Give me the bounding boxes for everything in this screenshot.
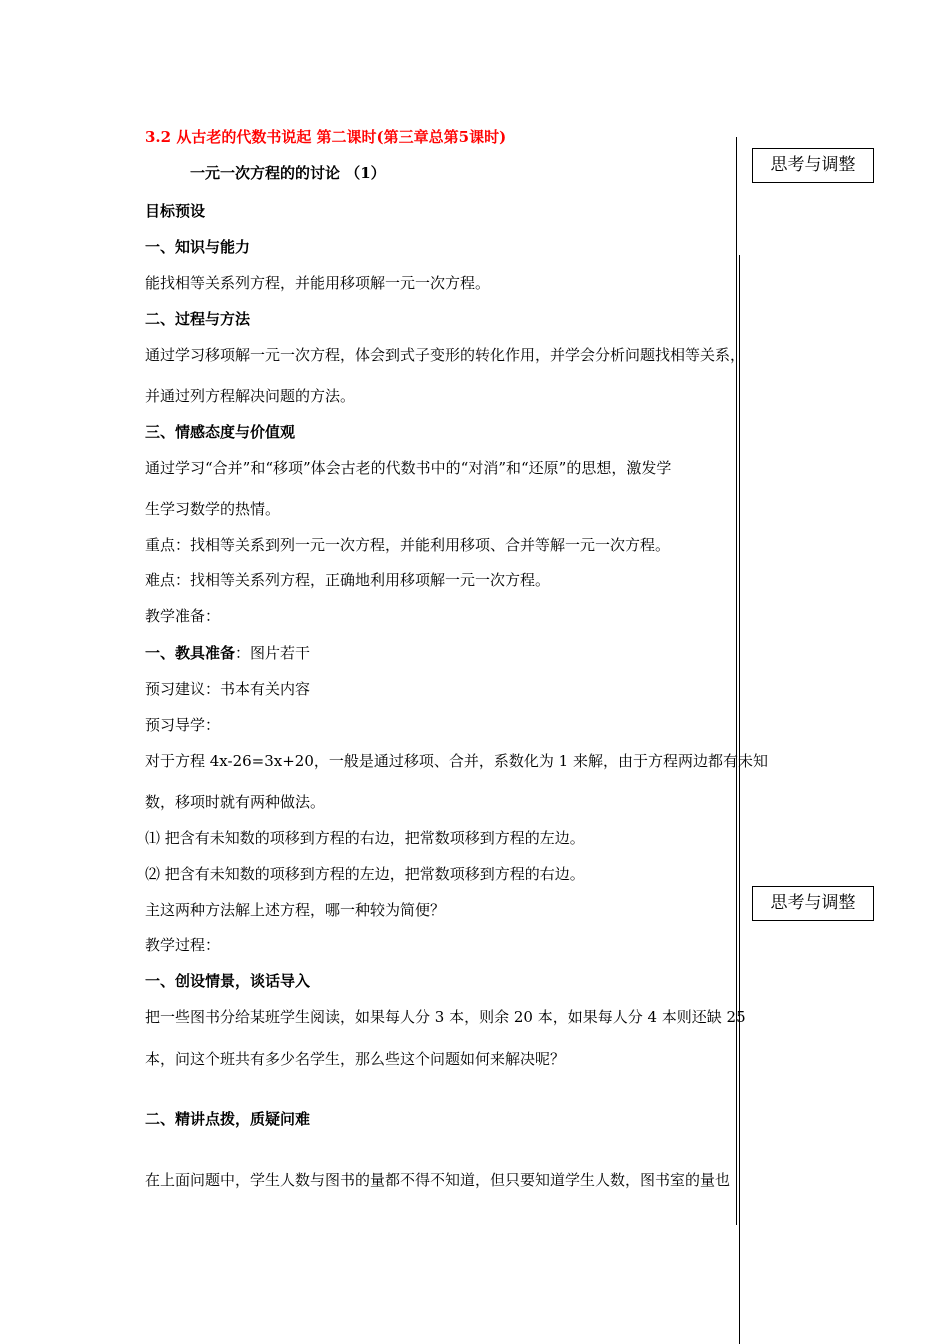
question-line: 主这两种方法解上述方程，哪一种较为简便？ — [145, 901, 446, 919]
section-heading: 二、过程与方法 — [145, 310, 251, 328]
paragraph-line: 对于方程 4x-26=3x+20，一般是通过移项、合并，系数化为 1 来解，由于方程两边都有未知 — [145, 752, 768, 770]
tools-value: ：图片若干 — [235, 644, 311, 662]
paragraph-line: 并通过列方程解决问题的方法。 — [145, 387, 356, 405]
paragraph-line: 本，问这个班共有多少名学生，那么些这个问题如何来解决呢？ — [145, 1050, 566, 1068]
paragraph-line: 通过学习移项解一元一次方程，体会到式子变形的转化作用，并学会分析问题找相等关系， — [145, 346, 746, 364]
section-heading: 二、精讲点拨，质疑问难 — [145, 1110, 311, 1128]
section-heading: 三、情感态度与价值观 — [145, 423, 296, 441]
margin-divider-line — [736, 137, 737, 1225]
preview-guide-line: 预习导学： — [145, 716, 221, 734]
margin-divider-line-lower — [739, 255, 740, 1344]
difficulty-line: 难点：找相等关系列方程，正确地利用移项解一元一次方程。 — [145, 571, 551, 589]
paragraph-line: 能找相等关系列方程，并能用移项解一元一次方程。 — [145, 274, 491, 292]
preview-advice-line: 预习建议：书本有关内容 — [145, 680, 311, 698]
lesson-title: 3.2 从古老的代数书说起 第二课时(第三章总第5课时) — [145, 128, 507, 146]
paragraph-line: 生学习数学的热情。 — [145, 500, 281, 518]
side-note-box: 思考与调整 — [752, 886, 874, 921]
section-heading: 一、知识与能力 — [145, 238, 251, 256]
key-point-line: 重点：找相等关系到列一元一次方程，并能利用移项、合并等解一元一次方程。 — [145, 536, 671, 554]
process-heading: 教学过程： — [145, 936, 221, 954]
paragraph-line: 把一些图书分给某班学生阅读，如果每人分 3 本，则余 20 本，如果每人分 4 本则还缺 25 — [145, 1008, 746, 1026]
tools-label: 一、教具准备 — [145, 644, 236, 662]
lesson-subtitle: 一元一次方程的的讨论 （1） — [190, 164, 386, 182]
tools-line — [145, 643, 310, 663]
method-line: ⑴ 把含有未知数的项移到方程的右边，把常数项移到方程的左边。 — [145, 829, 585, 847]
goals-heading: 目标预设 — [145, 202, 206, 220]
paragraph-line: 数，移项时就有两种做法。 — [145, 793, 326, 811]
paragraph-line: 在上面问题中，学生人数与图书的量都不得不知道，但只要知道学生人数，图书室的量也 — [145, 1171, 731, 1189]
prep-heading: 教学准备： — [145, 607, 221, 625]
method-line: ⑵ 把含有未知数的项移到方程的左边，把常数项移到方程的右边。 — [145, 865, 585, 883]
side-note-box: 思考与调整 — [752, 148, 874, 183]
paragraph-line: 通过学习“合并”和“移项”体会古老的代数书中的“对消”和“还原”的思想，激发学 — [145, 459, 672, 477]
section-heading: 一、创设情景，谈话导入 — [145, 972, 311, 990]
